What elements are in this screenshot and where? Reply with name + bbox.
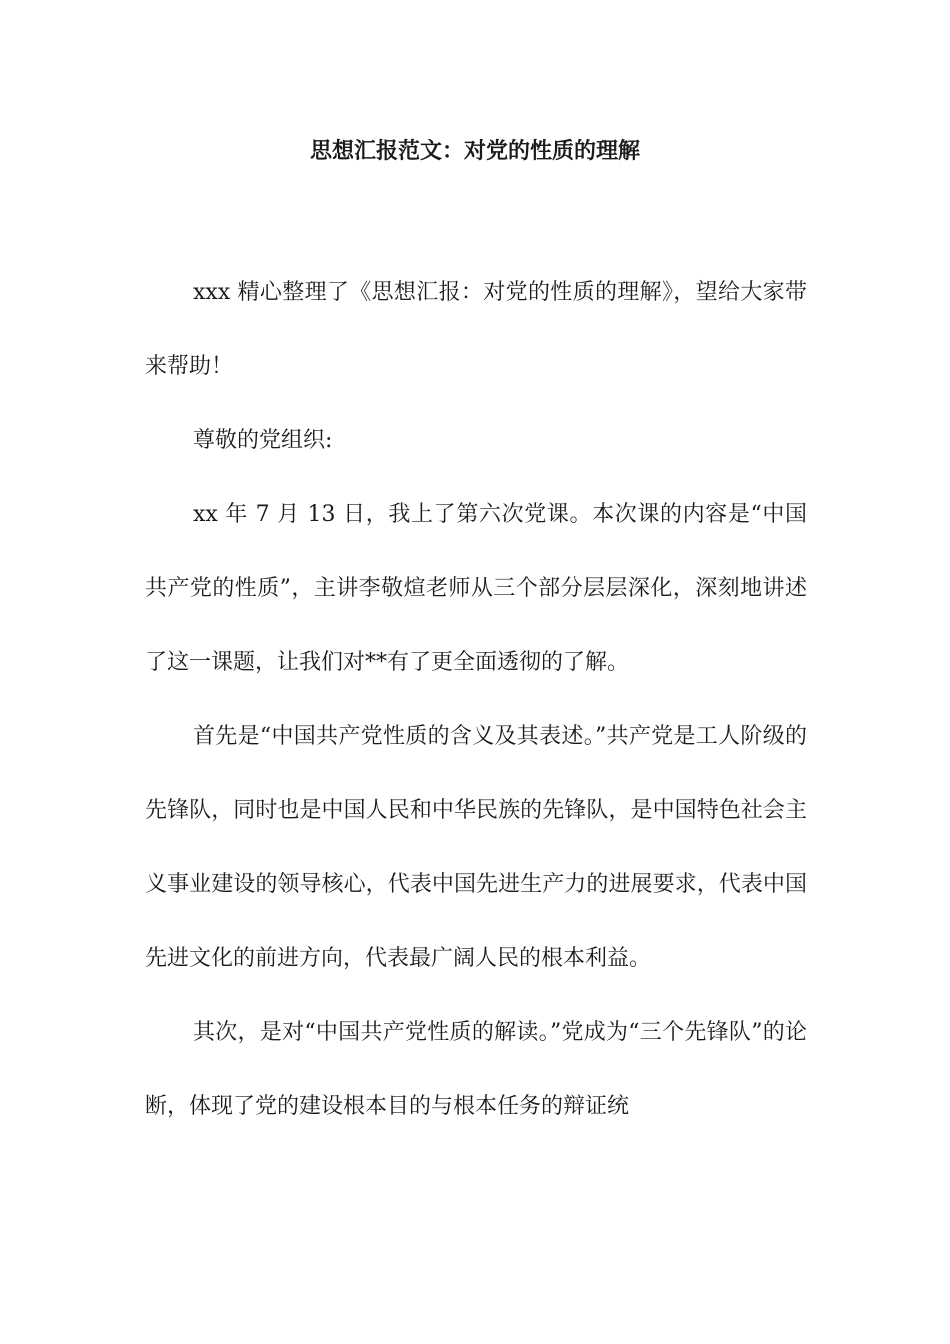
paragraph-salutation: 尊敬的党组织: — [193, 428, 333, 453]
paragraph-first-point: 首先是“中国共产党性质的含义及其表述。”共产党是工人阶级的先锋队，同时也是中国人民和中华民族的先锋队，是中国特色社会主义事业建设的领导核心，代表中国先进生产力的进展要求，代表中国先进文化的前进方向，代表最广阔人民的根本利益。 — [145, 724, 807, 971]
document-body — [145, 256, 807, 1144]
paragraph-second-point: 其次，是对“中国共产党性质的解读。”党成为“三个先锋队”的论断，体现了党的建设根本目的与根本任务的辩证统 — [145, 1020, 807, 1119]
document-title: 思想汇报范文：对党的性质的理解 — [309, 139, 640, 164]
paragraph-intro: xxx 精心整理了《思想汇报：对党的性质的理解》，望给大家带来帮助！ — [145, 280, 807, 379]
paragraph-lecture: xx 年 7 月 13 日，我上了第六次党课。本次课的内容是“中国共产党的性质”，主讲李敬煊老师从三个部分层层深化，深刻地讲述了这一课题，让我们对**有了更全面透彻的了解。 — [145, 502, 807, 675]
